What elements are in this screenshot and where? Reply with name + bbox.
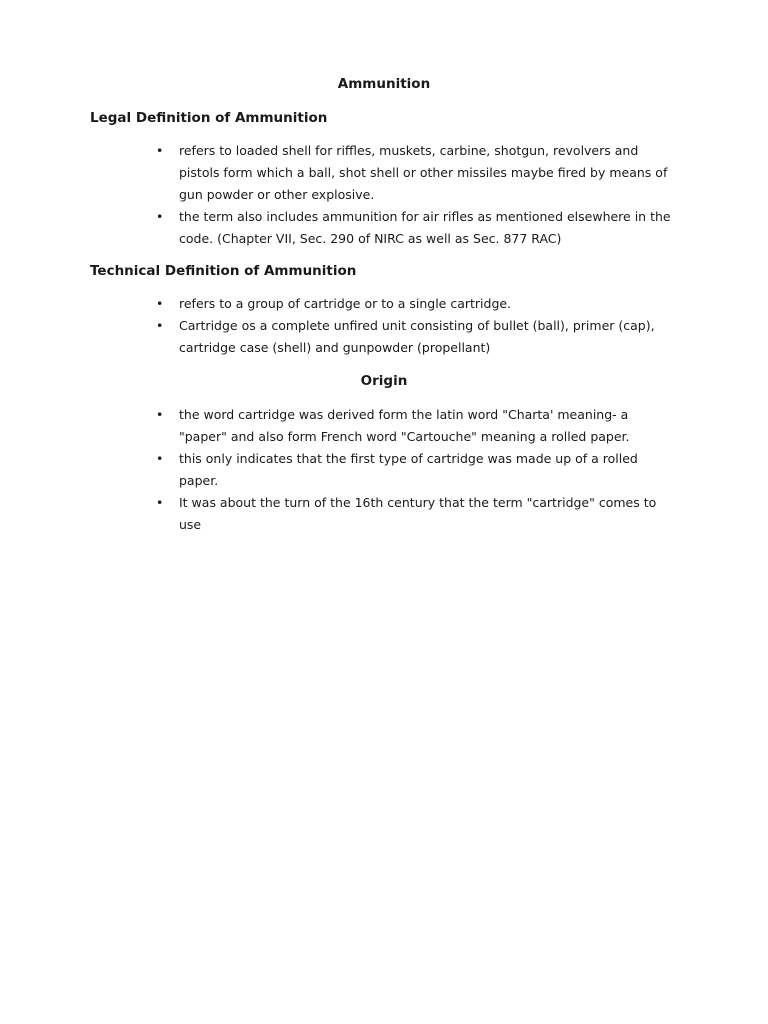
list-item-text: Cartridge os a complete unfired unit consisting of bullet (ball), primer (cap), cartridge case (shell) and gunpowder (propellant): [179, 318, 655, 355]
list-item: [156, 404, 676, 448]
bullet-list-legal: [156, 140, 676, 250]
bullet-icon: •: [156, 296, 164, 311]
list-item-text: It was about the turn of the 16th century that the term "cartridge" comes to use: [179, 495, 657, 532]
bullet-icon: •: [156, 209, 164, 224]
bullet-icon: •: [156, 407, 164, 422]
bullet-icon: •: [156, 451, 164, 466]
list-item: [156, 315, 676, 359]
list-item: [156, 293, 676, 315]
bullet-list-origin: [156, 404, 676, 536]
list-item: [156, 206, 676, 250]
bullet-icon: •: [156, 143, 164, 158]
list-item-text: the term also includes ammunition for air rifles as mentioned elsewhere in the code. (Chapter VII, Sec. 290 of NIRC as well as Sec. 877 RAC): [179, 209, 671, 246]
bullet-icon: •: [156, 495, 164, 510]
list-item: [156, 140, 676, 206]
section-heading-origin: Origin: [360, 373, 408, 389]
list-item-text: the word cartridge was derived form the latin word "Charta' meaning- a "paper" and also form French word "Cartouche" meaning a rolled paper.: [179, 407, 630, 444]
bullet-icon: •: [156, 318, 164, 333]
section-heading-legal: Legal Definition of Ammunition: [90, 110, 328, 126]
list-item-text: refers to a group of cartridge or to a single cartridge.: [179, 296, 512, 311]
list-item: [156, 492, 676, 536]
list-item-text: refers to loaded shell for riffles, muskets, carbine, shotgun, revolvers and pistols form which a ball, shot shell or other missiles maybe fired by means of gun powder or other explosive.: [179, 143, 668, 202]
document-title: Ammunition: [337, 76, 431, 92]
list-item-text: this only indicates that the first type of cartridge was made up of a rolled paper.: [179, 451, 638, 488]
bullet-list-technical: [156, 293, 676, 359]
section-heading-technical: Technical Definition of Ammunition: [90, 263, 357, 279]
list-item: [156, 448, 676, 492]
